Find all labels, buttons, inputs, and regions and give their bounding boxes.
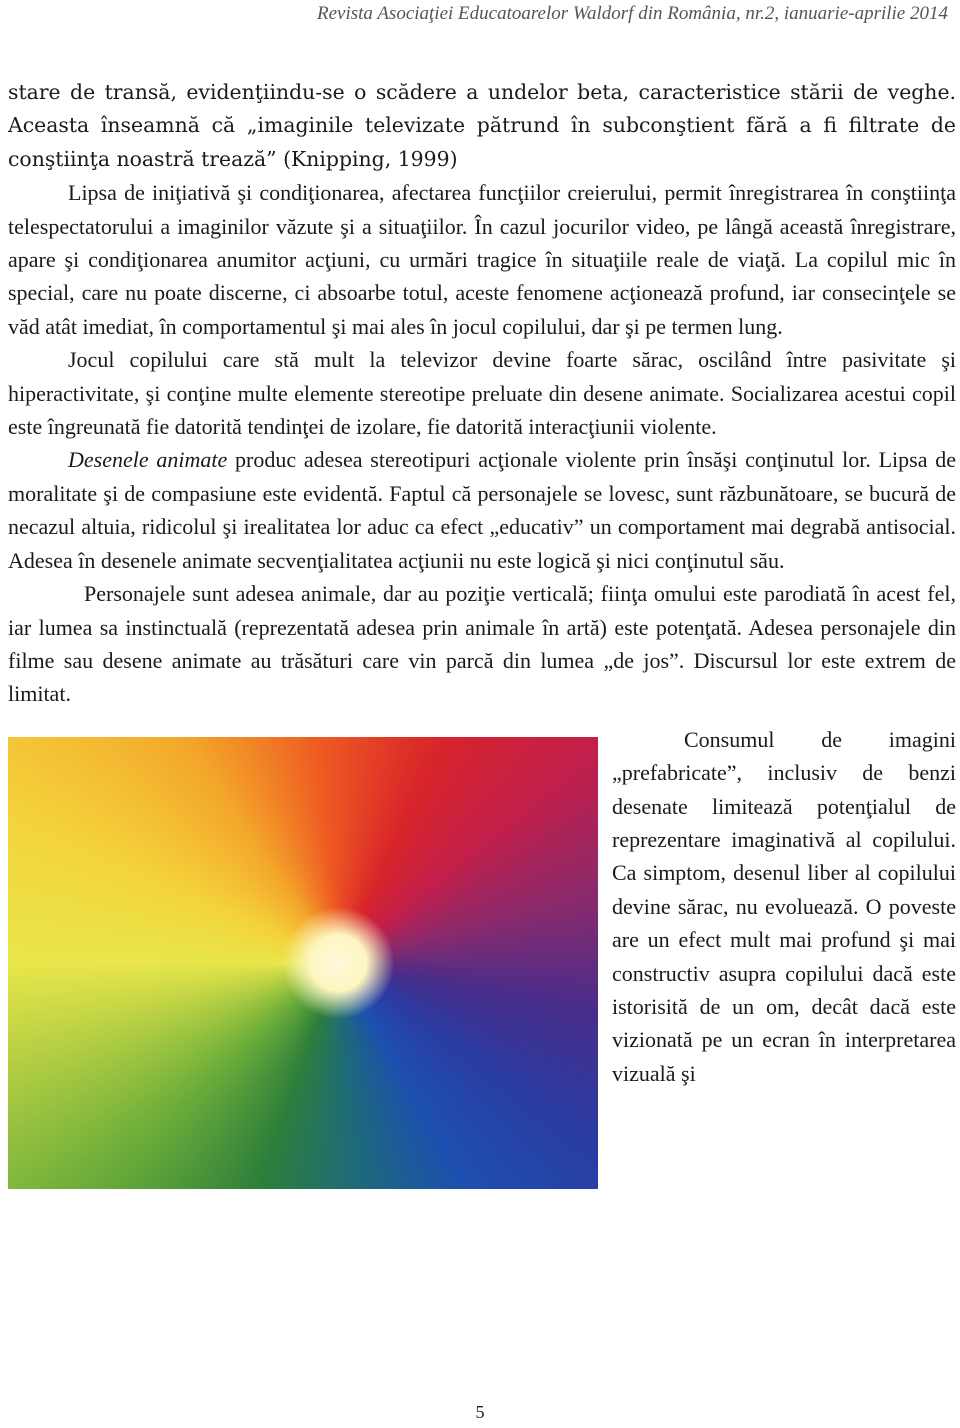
figure-row <box>8 723 956 1193</box>
running-header <box>0 0 948 28</box>
paragraph-3: Jocul copilului care stă mult la televizor devine foarte sărac, oscilând între pasivitate şi hiperactivitate, şi conţine multe elemente stereotipe preluate din desene animate. Socializarea acestui copil este îngreunată fie datorită tendinţei de izolare, fie datorită interacţiunii violente. <box>8 347 956 440</box>
side-text-column <box>612 723 956 1090</box>
italic-term: Desenele animate <box>68 447 228 473</box>
running-title: Revista Asociaţiei Educatoarelor Waldorf din România, nr.2, ianuarie-aprilie 2014 <box>316 3 948 24</box>
paragraph-2: Lipsa de iniţiativă şi condiţionarea, afectarea funcţiilor creierului, permit înregistrarea în conştiinţa telespectatorului a imaginilor văzute şi a situaţiilor. În cazul jocurilor video, pe lângă această înregistrare, apare şi condiţionarea anumitor acţiuni, cu urmări tragice în situaţiile reale de viaţă. La copilul mic în special, care nu poate discerne, ci absoarbe totul, aceste fenomene acţionează profund, iar consecinţele se văd atât imediat, în comportamentul şi mai ales în jocul copilului, dar şi pe termen lung. <box>8 180 956 339</box>
paragraph-6: Consumul de imagini „prefabricate”, inclusiv de benzi desenate limitează potenţialul de reprezentare imaginativă al copilului. Ca simptom, desenul liber al copilului devine sărac, nu evoluează. O poveste are un efect mult mai profund şi mai constructiv asupra copilului dacă este istorisită de un om, decât dacă este vizionată pe un ecran în interpretarea vizuală şi <box>612 726 956 1086</box>
paragraph-4-text: produc adesea stereotipuri acţionale violente prin însăşi conţinutul lor. Lipsa de moralitate şi de compasiune este evidentă. Faptul că personajele se lovesc, sunt răzbunătoare, se bucură de necazul altuia, ridicolul şi irealitatea lor aduc ca efect „educativ” un comportament mai degrabă antisocial. Adesea în desenele animate secvenţialitatea acţiunii nu este logică şi nici conţinutul său. <box>8 447 956 573</box>
page-number: 5 <box>475 1402 485 1422</box>
article-body <box>8 76 956 1193</box>
paragraph-5: Personajele sunt adesea animale, dar au poziţie verticală; fiinţa omului este parodiată în acest fel, iar lumea sa instinctuală (reprezentată adesea prin animale în artă) este potenţată. Adesea personajele din filme sau desene animate au trăsături care vin parcă din lumea „de jos”. Discursul lor este extrem de limitat. <box>8 581 956 707</box>
paragraph-1: stare de transă, evidenţiindu-se o scădere a undelor beta, caracteristice stării de veghe. Aceasta înseamnă că „imaginile televizate pătrund în subconştient fără a fi filtrate de conştiinţa noastră trează” (Knipping, 1999) <box>8 80 956 171</box>
paragraph-4 <box>8 443 956 577</box>
rainbow-painting-image <box>8 737 598 1189</box>
